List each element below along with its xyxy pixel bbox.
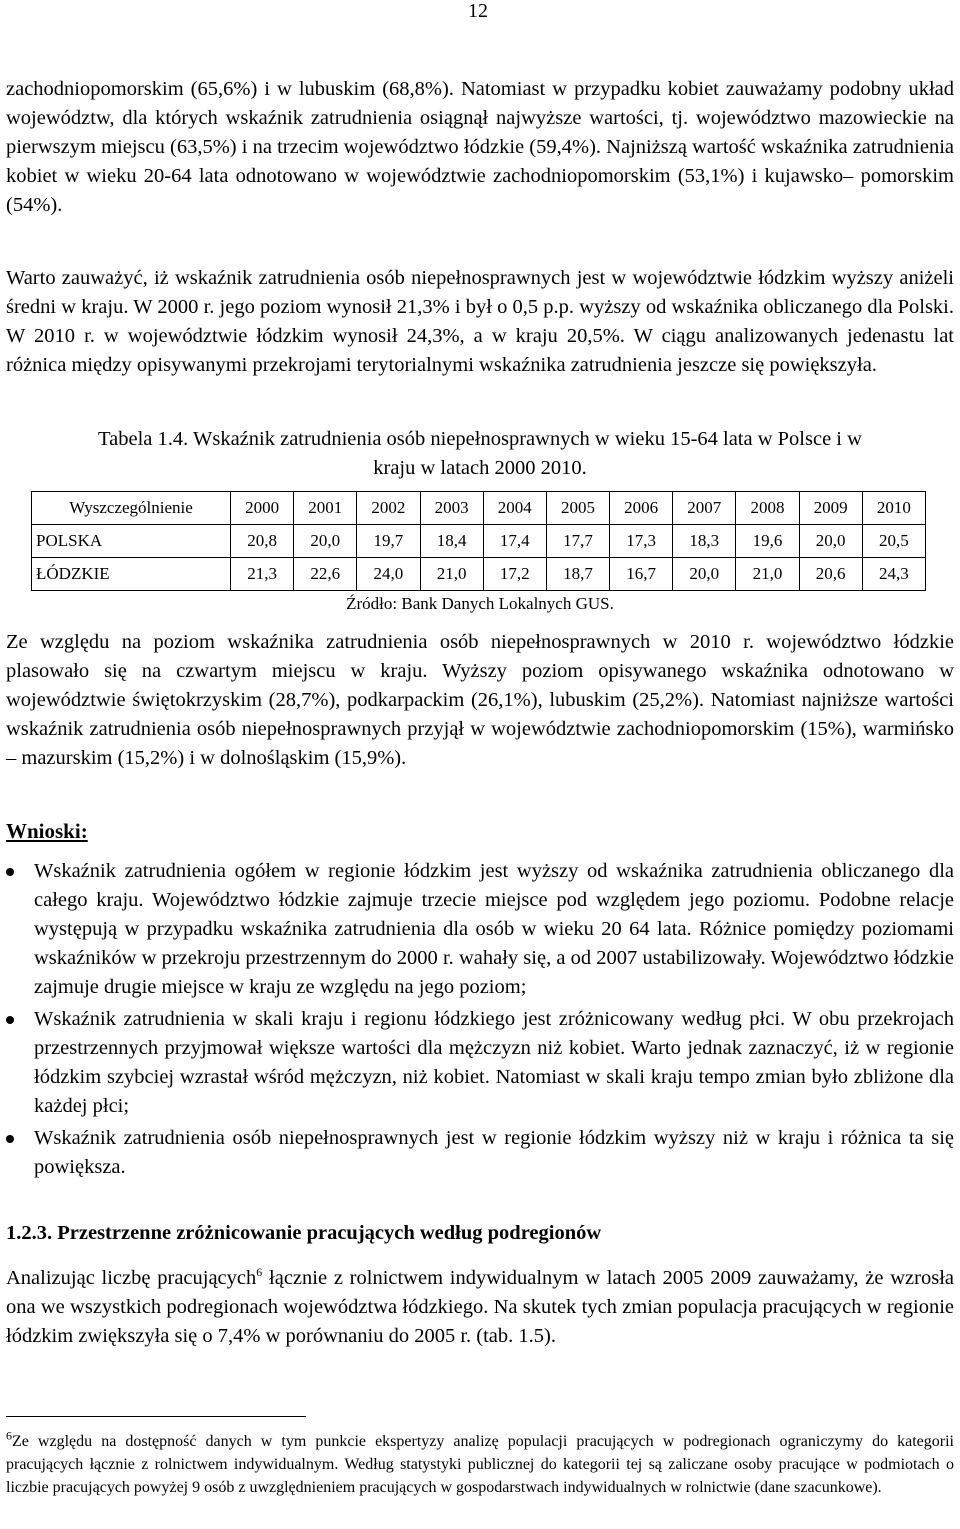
table-cell: 17,3	[610, 525, 673, 558]
footnote	[6, 1430, 954, 1499]
table-cell: 20,5	[862, 525, 925, 558]
footnote-text: Ze względu na dostępność danych w tym punkcie ekspertyzy analizę populacji pracujących w podregionach ograniczymy do kategorii pracujących łącznie z rolnictwem indywidualnym. Według statystyki publicznej do kategorii tej są zaliczane osoby pracujące w podmiotach o liczbie pracujących powyżej 9 osób z uwzględnieniem pracujących w gospodarstwach indywidualnych w rolnictwie (dane szacunkowe).	[6, 1433, 954, 1496]
table-header-cell: 2002	[357, 492, 420, 525]
table-cell: 21,0	[420, 558, 483, 591]
paragraph-text-start: Analizując liczbę pracujących	[6, 1267, 257, 1289]
table-header-cell: 2008	[736, 492, 799, 525]
table-cell: 17,4	[483, 525, 546, 558]
table-cell: 17,2	[483, 558, 546, 591]
paragraph-ranking: Ze względu na poziom wskaźnika zatrudnienia osób niepełnosprawnych w 2010 r. województwo łódzkie plasowało się na czwartym miejscu w kraju. Wyższy poziom opisywanego wskaźnika odnotowano w województwie świętokrzyskim (28,7%), podkarpackim (26,1%), lubuskim (25,2%). Natomiast najniższe wartości wskaźnik zatrudnienia osób niepełnosprawnych przyjął w województwie zachodniopomorskim (15%), warmińsko – mazurskim (15,2%) i w dolnośląskim (15,9%).	[6, 631, 954, 769]
table-cell: 19,6	[736, 525, 799, 558]
table-cell: 17,7	[546, 525, 609, 558]
page-number: 12	[468, 0, 488, 22]
footnote-marker: 6	[6, 1428, 12, 1443]
conclusions-list	[6, 857, 954, 1185]
list-item-text: Wskaźnik zatrudnienia osób niepełnosprawnych jest w regionie łódzkim wyższy niż w kraju i różnica ta się powiększa.	[34, 1127, 954, 1178]
table-cell: 21,3	[231, 558, 294, 591]
table-header-cell: 2000	[231, 492, 294, 525]
table-row-polska	[32, 525, 926, 558]
table-cell: 18,7	[546, 558, 609, 591]
table-row-label: POLSKA	[32, 525, 231, 558]
list-item	[6, 857, 954, 1002]
table-header-cell: 2005	[546, 492, 609, 525]
table-cell: 18,3	[673, 525, 736, 558]
table-cell: 16,7	[610, 558, 673, 591]
footnote-divider	[6, 1416, 306, 1417]
table-header-cell: 2003	[420, 492, 483, 525]
table-header-row	[32, 492, 926, 525]
list-item	[6, 1124, 954, 1182]
section-title: Przestrzenne zróżnicowanie pracujących według podregionów	[57, 1222, 602, 1244]
paragraph-workers-subregions	[6, 1264, 954, 1351]
table-header-cell: 2009	[799, 492, 862, 525]
bullet-icon	[6, 1016, 14, 1024]
footnote-ref: 6	[256, 1265, 263, 1280]
section-heading	[6, 1222, 601, 1245]
table-caption	[6, 425, 954, 483]
table-caption-line2: kraju w latach 2000 2010.	[373, 457, 587, 479]
list-item	[6, 1005, 954, 1121]
table-header-cell: 2010	[862, 492, 925, 525]
table-header-cell: Wyszczególnienie	[32, 492, 231, 525]
table-header-cell: 2004	[483, 492, 546, 525]
table-cell: 24,3	[862, 558, 925, 591]
list-item-text: Wskaźnik zatrudnienia ogółem w regionie łódzkim jest wyższy od wskaźnika zatrudnienia obliczanego dla całego kraju. Województwo łódzkie zajmuje trzecie miejsce pod względem jego poziomu. Podobne relacje występują w przypadku wskaźnika zatrudnienia dla osób w wieku 20 64 lata. Różnice pomiędzy poziomami wskaźników w przekroju przestrzennym do 2000 r. wahały się, a od 2007 ustabilizowały. Województwo łódzkie zajmuje drugie miejsce w kraju ze względu na jego poziom;	[34, 860, 954, 998]
paragraph-disabled-employment: Warto zauważyć, iż wskaźnik zatrudnienia osób niepełnosprawnych jest w województwie łódzkim wyższy aniżeli średni w kraju. W 2000 r. jego poziom wynosił 21,3% i był o 0,5 p.p. wyższy od wskaźnika obliczanego dla Polski. W 2010 r. w województwie łódzkim wynosił 24,3%, a w kraju 20,5%. W ciągu analizowanych jedenastu lat różnica między opisywanymi przekrojami terytorialnymi wskaźnika zatrudnienia jeszcze się powiększyła.	[6, 267, 954, 376]
table-cell: 19,7	[357, 525, 420, 558]
employment-rate-table	[31, 491, 926, 591]
table-cell: 21,0	[736, 558, 799, 591]
table-cell: 18,4	[420, 525, 483, 558]
table-cell: 20,0	[673, 558, 736, 591]
conclusions-heading: Wnioski:	[6, 819, 88, 843]
table-caption-line1: Tabela 1.4. Wskaźnik zatrudnienia osób niepełnosprawnych w wieku 15-64 lata w Polsce i w	[98, 428, 862, 450]
table-source: Źródło: Bank Danych Lokalnych GUS.	[346, 594, 614, 613]
table-row-label: ŁÓDZKIE	[32, 558, 231, 591]
table-header-cell: 2007	[673, 492, 736, 525]
bullet-icon	[6, 868, 14, 876]
table-cell: 20,8	[231, 525, 294, 558]
table-header-cell: 2006	[610, 492, 673, 525]
table-cell: 20,0	[799, 525, 862, 558]
table-cell: 20,6	[799, 558, 862, 591]
table-cell: 20,0	[294, 525, 357, 558]
table-header-cell: 2001	[294, 492, 357, 525]
table-cell: 24,0	[357, 558, 420, 591]
section-number: 1.2.3.	[6, 1222, 53, 1244]
paragraph-employment-women: zachodniopomorskim (65,6%) i w lubuskim (68,8%). Natomiast w przypadku kobiet zauważamy podobny układ województw, dla których wskaźnik zatrudnienia osiągnął najwyższe wartości, tj. województwo mazowieckie na pierwszym miejscu (63,5%) i na trzecim województwo łódzkie (59,4%). Najniższą wartość wskaźnika zatrudnienia kobiet w wieku 20-64 lata odnotowano w województwie zachodniopomorskim (53,1%) i kujawsko– pomorskim (54%).	[6, 78, 954, 216]
table-cell: 22,6	[294, 558, 357, 591]
list-item-text: Wskaźnik zatrudnienia w skali kraju i regionu łódzkiego jest zróżnicowany według płci. W obu przekrojach przestrzennych przyjmował większe wartości dla mężczyzn niż kobiet. Warto jednak zaznaczyć, iż w regionie łódzkim szybciej wzrastał wśród mężczyzn, niż kobiet. Natomiast w skali kraju tempo zmian było zbliżone dla każdej płci;	[34, 1008, 954, 1117]
table-row-lodzkie	[32, 558, 926, 591]
paragraph-text-end: łącznie z rolnictwem indywidualnym w latach 2005 2009 zauważamy, że wzrosła ona we wszystkich podregionach województwa łódzkiego. Na skutek tych zmian populacja pracujących w regionie łódzkim zwiększyła się o 7,4% w porównaniu do 2005 r. (tab. 1.5).	[6, 1267, 954, 1347]
bullet-icon	[6, 1135, 14, 1143]
